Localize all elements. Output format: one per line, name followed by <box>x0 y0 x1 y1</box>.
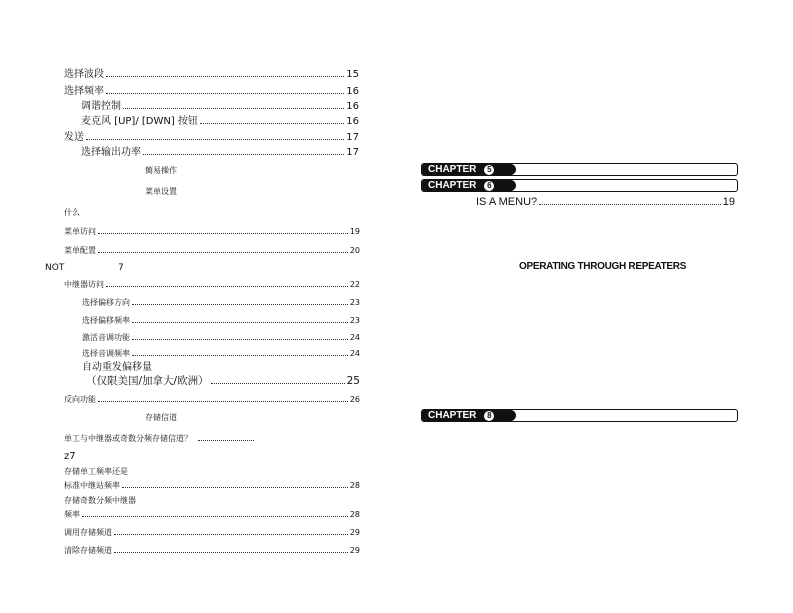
toc-label: （仅限美国/加拿大/欧洲） <box>86 375 209 387</box>
toc-label: 激活音调功能 <box>82 333 130 342</box>
section-memory-channels: 存储信道 <box>145 413 177 422</box>
z7-label: z7 <box>64 451 76 462</box>
toc-page: 16 <box>346 116 359 127</box>
memory-question-line <box>64 434 256 444</box>
toc-page: 17 <box>346 147 359 158</box>
store-simplex-title: 存储单工频率还是 <box>64 467 128 476</box>
toc-label: 反向功能 <box>64 395 96 404</box>
toc-label: 菜单配置 <box>64 246 96 255</box>
what-is-label: 什么 <box>64 208 80 217</box>
toc-page: 16 <box>346 86 359 97</box>
toc-page: 25 <box>346 375 360 387</box>
toc-label: 调谐控制 <box>81 101 121 112</box>
toc-page: 24 <box>349 333 360 342</box>
toc-row-mic-buttons <box>81 116 359 128</box>
toc-row-reverse-function <box>64 395 360 405</box>
toc-label: 清除存储频道 <box>64 546 112 555</box>
toc-label: 频率 <box>64 510 80 519</box>
toc-page: 23 <box>349 316 360 325</box>
store-odd-split-title: 存储奇数分频中继器 <box>64 496 136 505</box>
toc-row-tuning-control <box>81 101 359 113</box>
toc-page: 26 <box>349 395 360 404</box>
toc-page: 19 <box>722 196 735 208</box>
toc-page: 17 <box>346 132 359 143</box>
toc-label: 标准中继站频率 <box>64 481 120 490</box>
toc-label: 调用存储频道 <box>64 528 112 537</box>
toc-row-menu-access <box>64 227 360 237</box>
toc-row-transmit <box>64 132 359 144</box>
auto-offset-title: 自动重发偏移量 <box>82 362 152 373</box>
chapter-5-bar <box>421 163 738 176</box>
toc-row-clear-memory <box>64 546 360 556</box>
not-label: NOT <box>45 263 65 273</box>
toc-row-store-odd-split-frequency <box>64 510 360 520</box>
toc-page: 28 <box>349 481 360 490</box>
section-menu-settings: 菜单设置 <box>145 187 177 196</box>
toc-row-select-frequency <box>64 86 359 98</box>
toc-label: 选择偏移频率 <box>82 316 130 325</box>
toc-row-output-power <box>81 147 359 159</box>
toc-label: 单工与中继器或奇数分频存储信道？ <box>64 434 192 443</box>
toc-page: 15 <box>346 69 359 80</box>
toc-row-auto-offset-region <box>86 375 360 387</box>
toc-page: 23 <box>349 298 360 307</box>
toc-label: 选择频率 <box>64 86 104 97</box>
toc-label: 选择输出功率 <box>81 147 141 158</box>
toc-row-recall-memory <box>64 528 360 538</box>
toc-row-tone-function <box>82 333 360 343</box>
toc-row-menu-config <box>64 246 360 256</box>
toc-row-what-is-a-menu <box>476 196 735 208</box>
toc-label: 菜单访问 <box>64 227 96 236</box>
chapter-5-tag <box>422 164 516 175</box>
toc-label: 发送 <box>64 132 84 143</box>
toc-page: 29 <box>349 528 360 537</box>
repeaters-heading: OPERATING THROUGH REPEATERS <box>519 261 687 272</box>
toc-page: 20 <box>349 246 360 255</box>
toc-page: 24 <box>349 349 360 358</box>
toc-row-store-standard-repeater <box>64 481 360 491</box>
toc-page: 16 <box>346 101 359 112</box>
toc-label: IS A MENU? <box>476 196 538 208</box>
toc-row-offset-frequency <box>82 316 360 326</box>
toc-page: 19 <box>349 227 360 236</box>
not-number: 7 <box>118 263 124 273</box>
toc-row-repeater-access <box>64 280 360 290</box>
section-simple-operation: 簡易操作 <box>145 166 177 175</box>
chapter-number-badge: 6 <box>484 181 494 191</box>
toc-page: 29 <box>349 546 360 555</box>
chapter-8-bar <box>421 409 738 422</box>
chapter-word: CHAPTER <box>428 180 477 191</box>
toc-label: 中继器访问 <box>64 280 104 289</box>
chapter-6-tag <box>422 180 516 191</box>
chapter-word: CHAPTER <box>428 164 477 175</box>
toc-label: 选择偏移方向 <box>82 298 130 307</box>
toc-page: 22 <box>349 280 360 289</box>
chapter-number-badge: 8 <box>484 411 494 421</box>
chapter-6-bar <box>421 179 738 192</box>
toc-row-offset-direction <box>82 298 360 308</box>
chapter-number-badge: 5 <box>484 165 494 175</box>
toc-label: 选择波段 <box>64 69 104 80</box>
toc-page: 28 <box>349 510 360 519</box>
chapter-8-tag <box>422 410 516 421</box>
toc-label: 选择音调频率 <box>82 349 130 358</box>
toc-label: 麦克风 [UP]/ [DWN] 按钮 <box>81 116 198 127</box>
toc-row-tone-frequency <box>82 349 360 359</box>
toc-row-select-band <box>64 69 359 81</box>
chapter-word: CHAPTER <box>428 410 477 421</box>
